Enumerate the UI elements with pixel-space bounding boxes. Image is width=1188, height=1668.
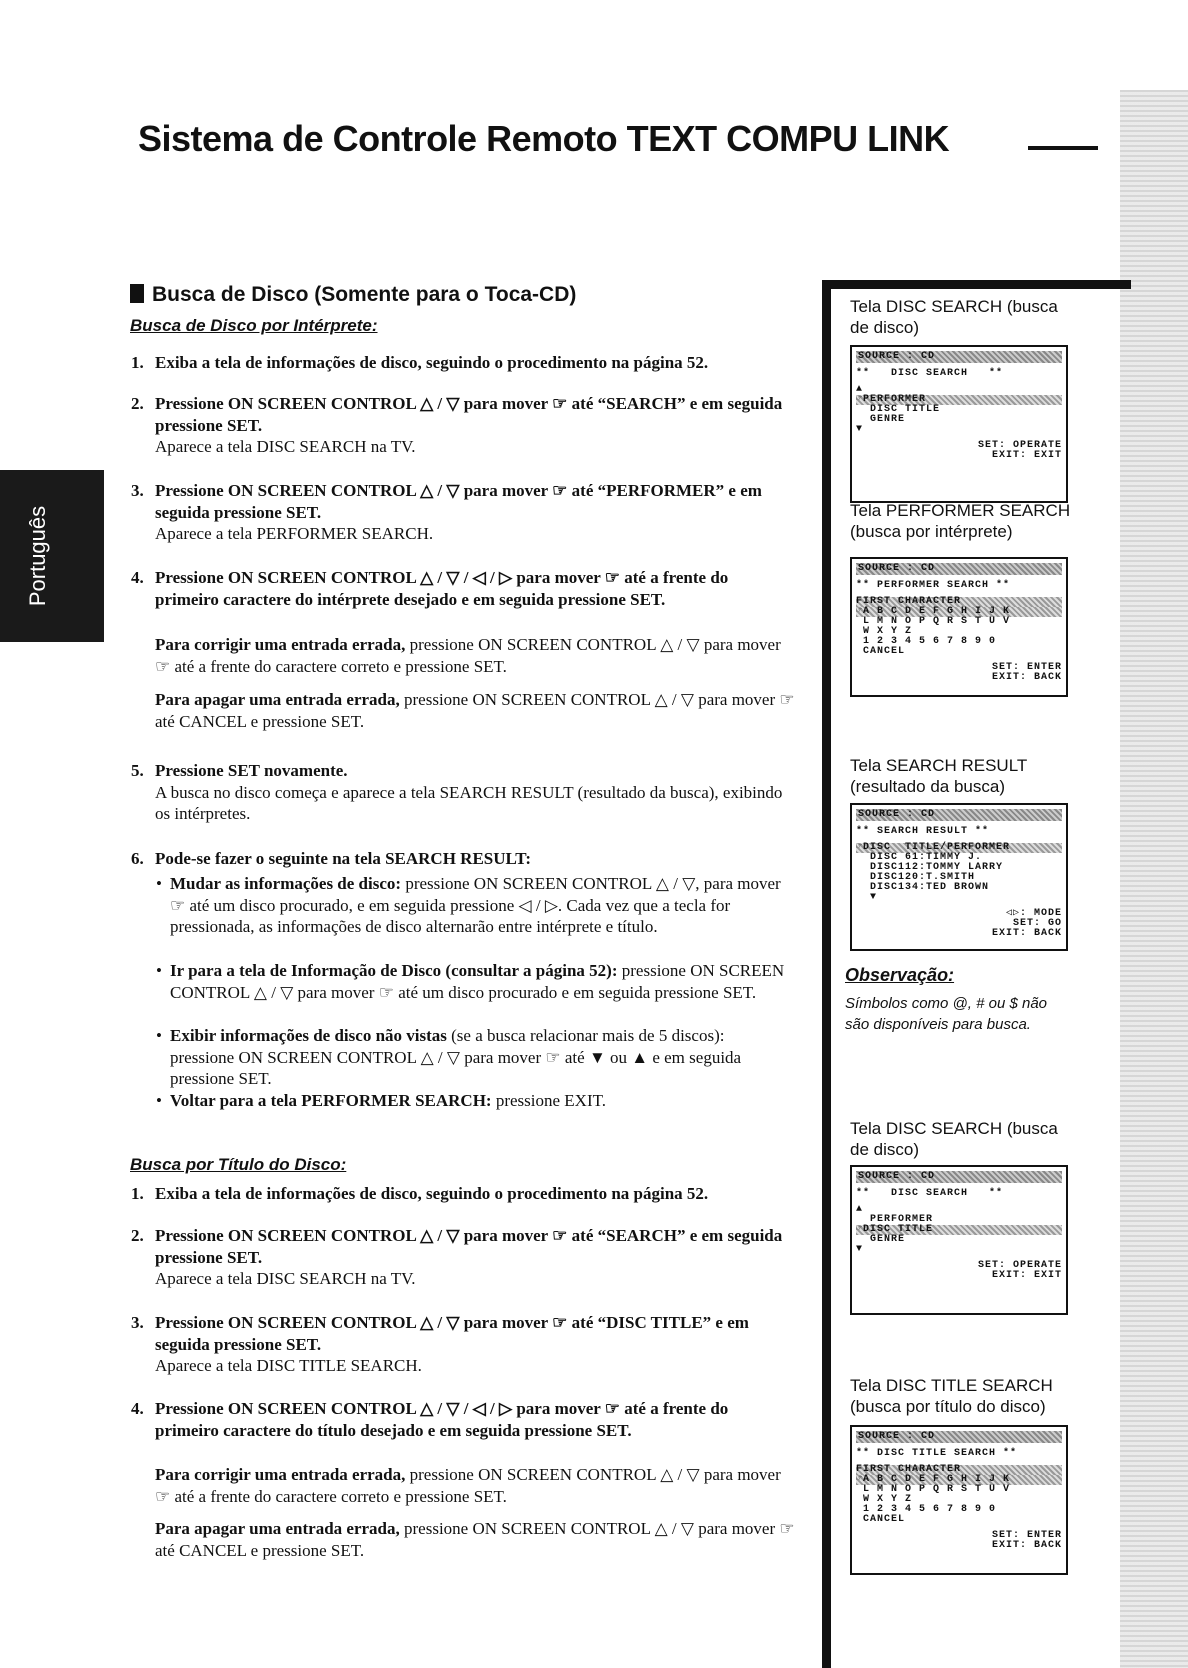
step-item: [131, 1398, 795, 1441]
bold-text: Pode-se fazer o seguinte na tela SEARCH RESULT:: [155, 849, 532, 868]
screen-source-bar: SOURCE : CD: [856, 809, 1062, 821]
bold-text: Pressione ON SCREEN CONTROL △ / ▽ para mover ☞ até “DISC TITLE” e em seguida pressione SET.: [155, 1313, 749, 1354]
screen-keys: [856, 1531, 1062, 1551]
square-bullet-icon: [130, 284, 144, 303]
key-hint: SET: OPERATE: [977, 440, 1062, 451]
erase-note: [155, 689, 795, 732]
tv-screen-s5: [850, 1425, 1068, 1575]
screen-row: ☞A B C D E F G H I J K: [856, 1475, 1062, 1485]
screen-row: DISC TITLE: [856, 404, 941, 415]
screen-row: 1 2 3 4 5 6 7 8 9 0: [856, 1504, 997, 1515]
page-title: Sistema de Controle Remoto TEXT COMPU LINK: [138, 118, 950, 159]
key-hint: ◁▷: MODE: [1005, 908, 1062, 919]
screen-caption: Tela DISC TITLE SEARCH (busca por título do disco): [850, 1376, 1053, 1416]
screen-row: ▼: [856, 892, 878, 903]
plain-text: (se a busca relacionar mais de 5 discos): pressione ON SCREEN CONTROL △ / ▽ para mover ☞ até ▼ ou ▲ e em seguida pressione SET.: [170, 1026, 742, 1088]
bold-text: Para apagar uma entrada errada,: [155, 690, 400, 709]
step-number: 6.: [131, 849, 144, 868]
screen-row: ☞PERFORMER: [856, 395, 1062, 405]
screen-row: PERFORMER: [856, 1214, 934, 1225]
screen-caption: Tela SEARCH RESULT (resultado da busca): [850, 756, 1027, 796]
plain-text: pressione EXIT.: [491, 1091, 606, 1110]
screen-keys: [856, 909, 1062, 939]
plain-text: pressione ON SCREEN CONTROL △ / ▽ para mover ☞ até CANCEL e pressione SET.: [155, 690, 795, 731]
step-item: [131, 393, 795, 458]
bullet-icon: •: [156, 1091, 162, 1110]
fix-note: [155, 634, 795, 677]
screen-row: ▼: [856, 424, 864, 435]
step-item: [131, 1312, 795, 1377]
step-detail: Aparece a tela PERFORMER SEARCH.: [155, 524, 434, 543]
step-detail: Aparece a tela DISC SEARCH na TV.: [155, 437, 416, 456]
title-subheading: Busca por Título do Disco:: [130, 1155, 347, 1174]
screen-source-bar: SOURCE : CD: [856, 351, 1062, 363]
bullet-item: [156, 960, 790, 1003]
screen-row: CANCEL: [856, 1514, 906, 1525]
bold-text: Pressione ON SCREEN CONTROL △ / ▽ para mover ☞ até “SEARCH” e em seguida pressione SET.: [155, 394, 783, 435]
step-number: 5.: [131, 761, 144, 780]
step-item: [131, 352, 795, 374]
observation-text: Símbolos como @, # ou $ não são disponíveis para busca.: [845, 995, 1048, 1033]
key-hint: EXIT: EXIT: [991, 1270, 1062, 1281]
fix-note: [155, 1464, 795, 1507]
plain-text: pressione ON SCREEN CONTROL △ / ▽, para mover ☞ até um disco procurado, e em seguida pressione ◁ / ▷. Cada vez que a tecla for pressionada, as informações de disco alternarão entre intérprete e título.: [170, 874, 781, 936]
bold-text: Ir para a tela de Informação de Disco (consultar a página 52):: [170, 961, 618, 980]
bold-text: Exiba a tela de informações de disco, seguindo o procedimento na página 52.: [155, 1184, 709, 1203]
language-tab-label: Português: [25, 505, 50, 607]
screen-source-bar: SOURCE : CD: [856, 1171, 1062, 1183]
screen-row: DISC112:TOMMY LARRY: [856, 862, 1004, 873]
screen-heading: ** PERFORMER SEARCH **: [856, 580, 1011, 591]
bold-text: Voltar para a tela PERFORMER SEARCH:: [170, 1091, 492, 1110]
screen-row: DISC134:TED BROWN: [856, 882, 990, 893]
step-number: 1.: [131, 1184, 144, 1203]
bold-text: Para corrigir uma entrada errada,: [155, 1465, 406, 1484]
language-tab: [0, 470, 104, 642]
plain-text: pressione ON SCREEN CONTROL △ / ▽ para mover ☞ até a frente do caractere correto e pressione SET.: [155, 635, 781, 676]
tv-screen-s2: [850, 557, 1068, 697]
bold-text: Exibir informações de disco não vistas: [170, 1026, 447, 1045]
bullet-item: [156, 873, 790, 938]
screen-row: ☞DISC TITLE/PERFORMER: [856, 843, 1062, 853]
screen-heading: ** SEARCH RESULT **: [856, 826, 990, 837]
bold-text: Pressione ON SCREEN CONTROL △ / ▽ para mover ☞ até “PERFORMER” e em seguida pressione SET.: [155, 481, 762, 522]
bold-text: Para corrigir uma entrada errada,: [155, 635, 406, 654]
step-item: [131, 848, 795, 870]
key-hint: EXIT: EXIT: [991, 450, 1062, 461]
step-item: [131, 1225, 795, 1290]
step-item: [131, 1183, 795, 1205]
step-detail: Aparece a tela DISC TITLE SEARCH.: [155, 1356, 422, 1375]
key-hint: EXIT: BACK: [991, 1540, 1062, 1551]
key-hint: SET: OPERATE: [977, 1260, 1062, 1271]
step-number: 1.: [131, 353, 144, 372]
tv-screen-s3: [850, 803, 1068, 951]
screen-row: ☞DISC TITLE: [856, 1225, 1062, 1235]
step-item: [131, 760, 795, 825]
step-number: 3.: [131, 481, 144, 500]
screen-row: 1 2 3 4 5 6 7 8 9 0: [856, 636, 997, 647]
erase-note: [155, 1518, 795, 1561]
screen-row: L M N O P Q R S T U V: [856, 616, 1011, 627]
bold-text: Pressione ON SCREEN CONTROL △ / ▽ / ◁ / ▷ para mover ☞ até a frente do primeiro caractere do título desejado e em seguida pressione SET.: [155, 1399, 729, 1440]
key-hint: SET: ENTER: [991, 1530, 1062, 1541]
plain-text: pressione ON SCREEN CONTROL △ / ▽ para mover ☞ até CANCEL e pressione SET.: [155, 1519, 795, 1560]
bold-text: Mudar as informações de disco:: [170, 874, 402, 893]
step-number: 2.: [131, 394, 144, 413]
bullet-icon: •: [156, 961, 162, 980]
step-item: [131, 567, 795, 610]
screen-row: W X Y Z: [856, 626, 913, 637]
screen-row: GENRE: [856, 1234, 906, 1245]
screen-keys: [856, 441, 1062, 461]
step-detail: Aparece a tela DISC SEARCH na TV.: [155, 1269, 416, 1288]
screen-row: DISC120:T.SMITH: [856, 872, 976, 883]
bold-text: Pressione ON SCREEN CONTROL △ / ▽ para mover ☞ até “SEARCH” e em seguida pressione SET.: [155, 1226, 783, 1267]
screen-row: FIRST CHARACTER: [856, 1465, 1062, 1475]
screen-row: ▲: [856, 384, 864, 395]
bold-text: Pressione SET novamente.: [155, 761, 348, 780]
screen-row: ☞A B C D E F G H I J K: [856, 607, 1062, 617]
screen-row: GENRE: [856, 414, 906, 425]
step-number: 4.: [131, 1399, 144, 1418]
screen-source-bar: SOURCE : CD: [856, 1431, 1062, 1443]
screen-caption: Tela PERFORMER SEARCH (busca por intérprete): [850, 501, 1071, 541]
screen-caption: Tela DISC SEARCH (busca de disco): [850, 1119, 1058, 1159]
key-hint: SET: GO: [1012, 918, 1062, 929]
bullet-icon: •: [156, 874, 162, 893]
title-rule: [1028, 146, 1098, 150]
bullet-item: [156, 1025, 790, 1090]
screen-keys: [856, 663, 1062, 683]
screen-row: CANCEL: [856, 646, 906, 657]
screen-row: FIRST CHARACTER: [856, 597, 1062, 607]
screen-row: DISC 61:TIMMY J.: [856, 852, 983, 863]
bold-text: Para apagar uma entrada errada,: [155, 1519, 400, 1538]
screen-row: W X Y Z: [856, 1494, 913, 1505]
key-hint: EXIT: BACK: [991, 672, 1062, 683]
bold-text: Exiba a tela de informações de disco, seguindo o procedimento na página 52.: [155, 353, 709, 372]
step-detail: A busca no disco começa e aparece a tela SEARCH RESULT (resultado da busca), exibindo os intérpretes.: [155, 782, 783, 823]
step-item: [131, 480, 795, 545]
key-hint: EXIT: BACK: [991, 928, 1062, 939]
bullet-item: [156, 1090, 790, 1112]
key-hint: SET: ENTER: [991, 662, 1062, 673]
screen-heading: ** DISC TITLE SEARCH **: [856, 1448, 1018, 1459]
observation-title: Observação:: [845, 965, 955, 985]
plain-text: pressione ON SCREEN CONTROL △ / ▽ para mover ☞ até a frente do caractere correto e pressione SET.: [155, 1465, 781, 1506]
screen-heading: ** DISC SEARCH **: [856, 368, 1004, 379]
step-number: 4.: [131, 568, 144, 587]
bold-text: Pressione ON SCREEN CONTROL △ / ▽ / ◁ / ▷ para mover ☞ até a frente do primeiro caractere do intérprete desejado e em seguida pressione SET.: [155, 568, 729, 609]
screen-keys: [856, 1261, 1062, 1281]
tv-screen-s1: [850, 345, 1068, 503]
screen-heading: ** DISC SEARCH **: [856, 1188, 1004, 1199]
screen-source-bar: SOURCE : CD: [856, 563, 1062, 575]
bullet-icon: •: [156, 1026, 162, 1045]
screen-row: ▲: [856, 1204, 864, 1215]
screen-row: ▼: [856, 1244, 864, 1255]
screen-row: L M N O P Q R S T U V: [856, 1484, 1011, 1495]
performer-subheading: Busca de Disco por Intérprete:: [130, 316, 378, 335]
tv-screen-s4: [850, 1165, 1068, 1315]
plain-text: pressione ON SCREEN CONTROL △ / ▽ para mover ☞ até um disco procurado e em seguida pressione SET.: [170, 961, 785, 1002]
section-heading: Busca de Disco (Somente para o Toca-CD): [130, 283, 576, 307]
step-number: 2.: [131, 1226, 144, 1245]
screen-caption: Tela DISC SEARCH (busca de disco): [850, 297, 1058, 337]
step-number: 3.: [131, 1313, 144, 1332]
